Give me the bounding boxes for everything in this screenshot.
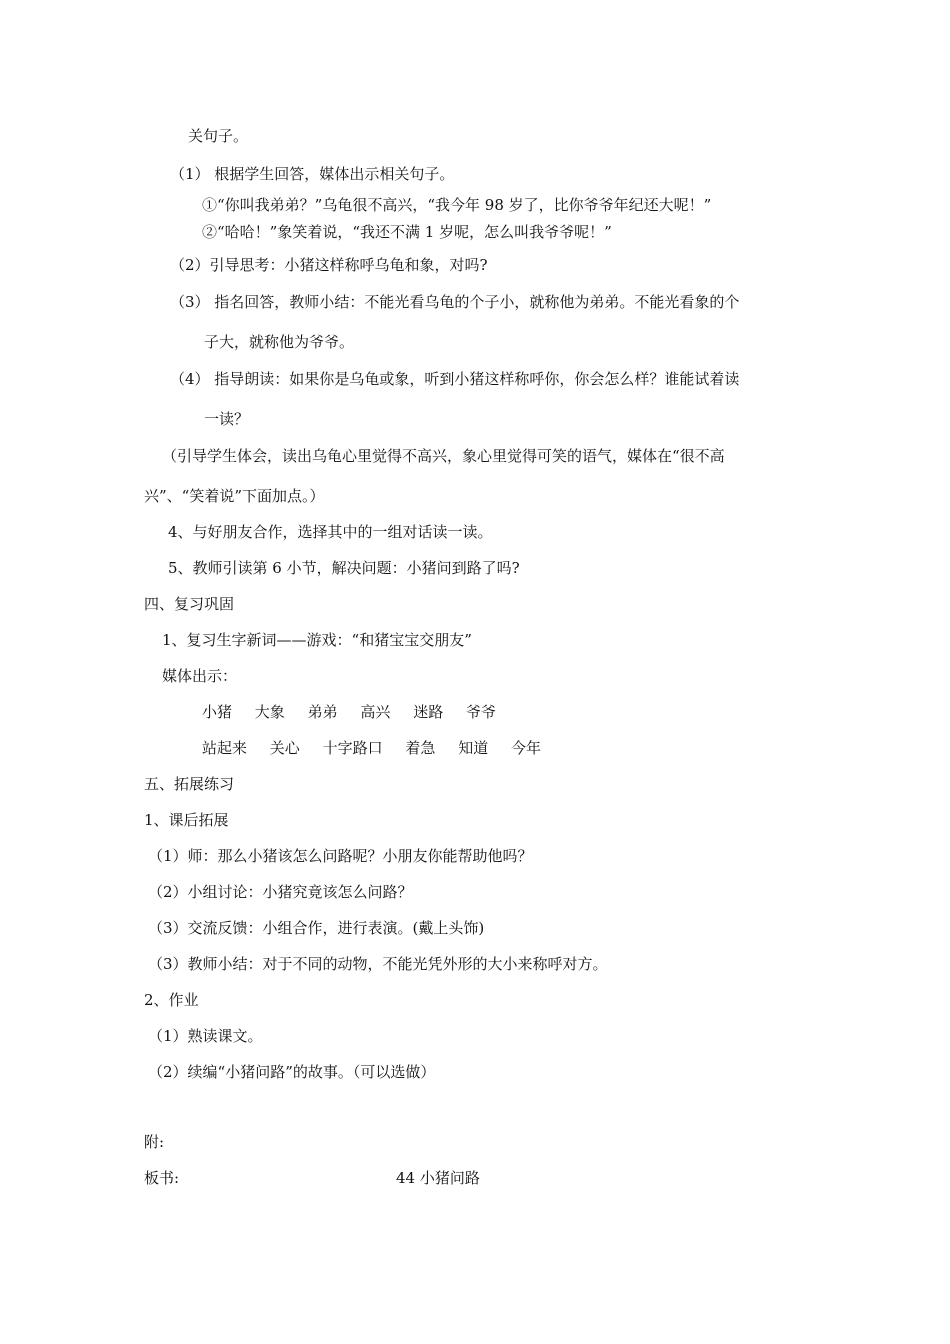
section-heading: 四、复习巩固 bbox=[144, 595, 235, 613]
vocab-word: 高兴 bbox=[360, 703, 391, 721]
vocab-word: 迷路 bbox=[413, 703, 444, 721]
text-line: 媒体出示： bbox=[162, 667, 238, 685]
vocab-row bbox=[202, 738, 559, 758]
text-line: （2）小组讨论：小猪究竟该怎么问路？ bbox=[148, 883, 413, 901]
text-line: 5、教师引读第 6 小节，解决问题：小猪问到路了吗? bbox=[168, 559, 520, 577]
board-label: 板书: bbox=[144, 1169, 180, 1187]
text-line: 子大，就称他为爷爷。 bbox=[204, 333, 355, 351]
vocab-row bbox=[202, 702, 514, 722]
text-line: （3）教师小结：对于不同的动物，不能光凭外形的大小来称呼对方。 bbox=[148, 955, 608, 973]
vocab-word: 十字路口 bbox=[322, 739, 383, 757]
text-line: ①“你叫我弟弟？”乌龟很不高兴，“我今年 98 岁了，比你爷爷年纪还大呢！” bbox=[202, 196, 712, 214]
text-line: （3） 指名回答，教师小结：不能光看乌龟的个子小，就称他为弟弟。不能光看象的个 bbox=[170, 293, 740, 311]
vocab-word: 今年 bbox=[510, 739, 541, 757]
text-line: 关句子。 bbox=[188, 127, 249, 145]
vocab-word: 关心 bbox=[269, 739, 300, 757]
board-title: 44 小猪问路 bbox=[396, 1169, 480, 1187]
text-line: （4） 指导朗读：如果你是乌龟或象，听到小猪这样称呼你，你会怎么样？谁能试着读 bbox=[170, 370, 740, 388]
vocab-word: 小猪 bbox=[202, 703, 233, 721]
text-line: （3）交流反馈：小组合作，进行表演。(戴上头饰) bbox=[148, 919, 485, 937]
text-line: 兴”、“笑着说”下面加点。） bbox=[144, 487, 325, 505]
text-line: （2）续编“小猪问路”的故事。（可以选做） bbox=[148, 1063, 436, 1081]
text-line: 2、作业 bbox=[144, 991, 199, 1009]
vocab-word: 大象 bbox=[254, 703, 285, 721]
text-line: （2）引导思考：小猪这样称呼乌龟和象，对吗? bbox=[170, 256, 488, 274]
text-line: ②“哈哈！”象笑着说，“我还不满 1 岁呢，怎么叫我爷爷呢！” bbox=[202, 223, 612, 241]
text-line: （引导学生体会，读出乌龟心里觉得不高兴，象心里觉得可笑的语气，媒体在“很不高 bbox=[162, 447, 725, 465]
text-line: 1、课后拓展 bbox=[144, 811, 229, 829]
appendix-label: 附: bbox=[144, 1133, 165, 1151]
text-line: （1） 根据学生回答，媒体出示相关句子。 bbox=[170, 165, 455, 183]
text-line: （1）师：那么小猪该怎么问路呢？小朋友你能帮助他吗？ bbox=[148, 847, 533, 865]
vocab-word: 爷爷 bbox=[465, 703, 496, 721]
vocab-word: 站起来 bbox=[202, 739, 248, 757]
vocab-word: 知道 bbox=[458, 739, 489, 757]
text-line: 4、与好朋友合作，选择其中的一组对话读一读。 bbox=[168, 523, 493, 541]
text-line: （1）熟读课文。 bbox=[148, 1027, 263, 1045]
vocab-word: 弟弟 bbox=[307, 703, 338, 721]
section-heading: 五、拓展练习 bbox=[144, 775, 235, 793]
vocab-word: 着急 bbox=[405, 739, 436, 757]
text-line: 一读？ bbox=[204, 410, 250, 428]
text-line: 1、复习生字新词——游戏：“和猪宝宝交朋友” bbox=[162, 631, 472, 649]
